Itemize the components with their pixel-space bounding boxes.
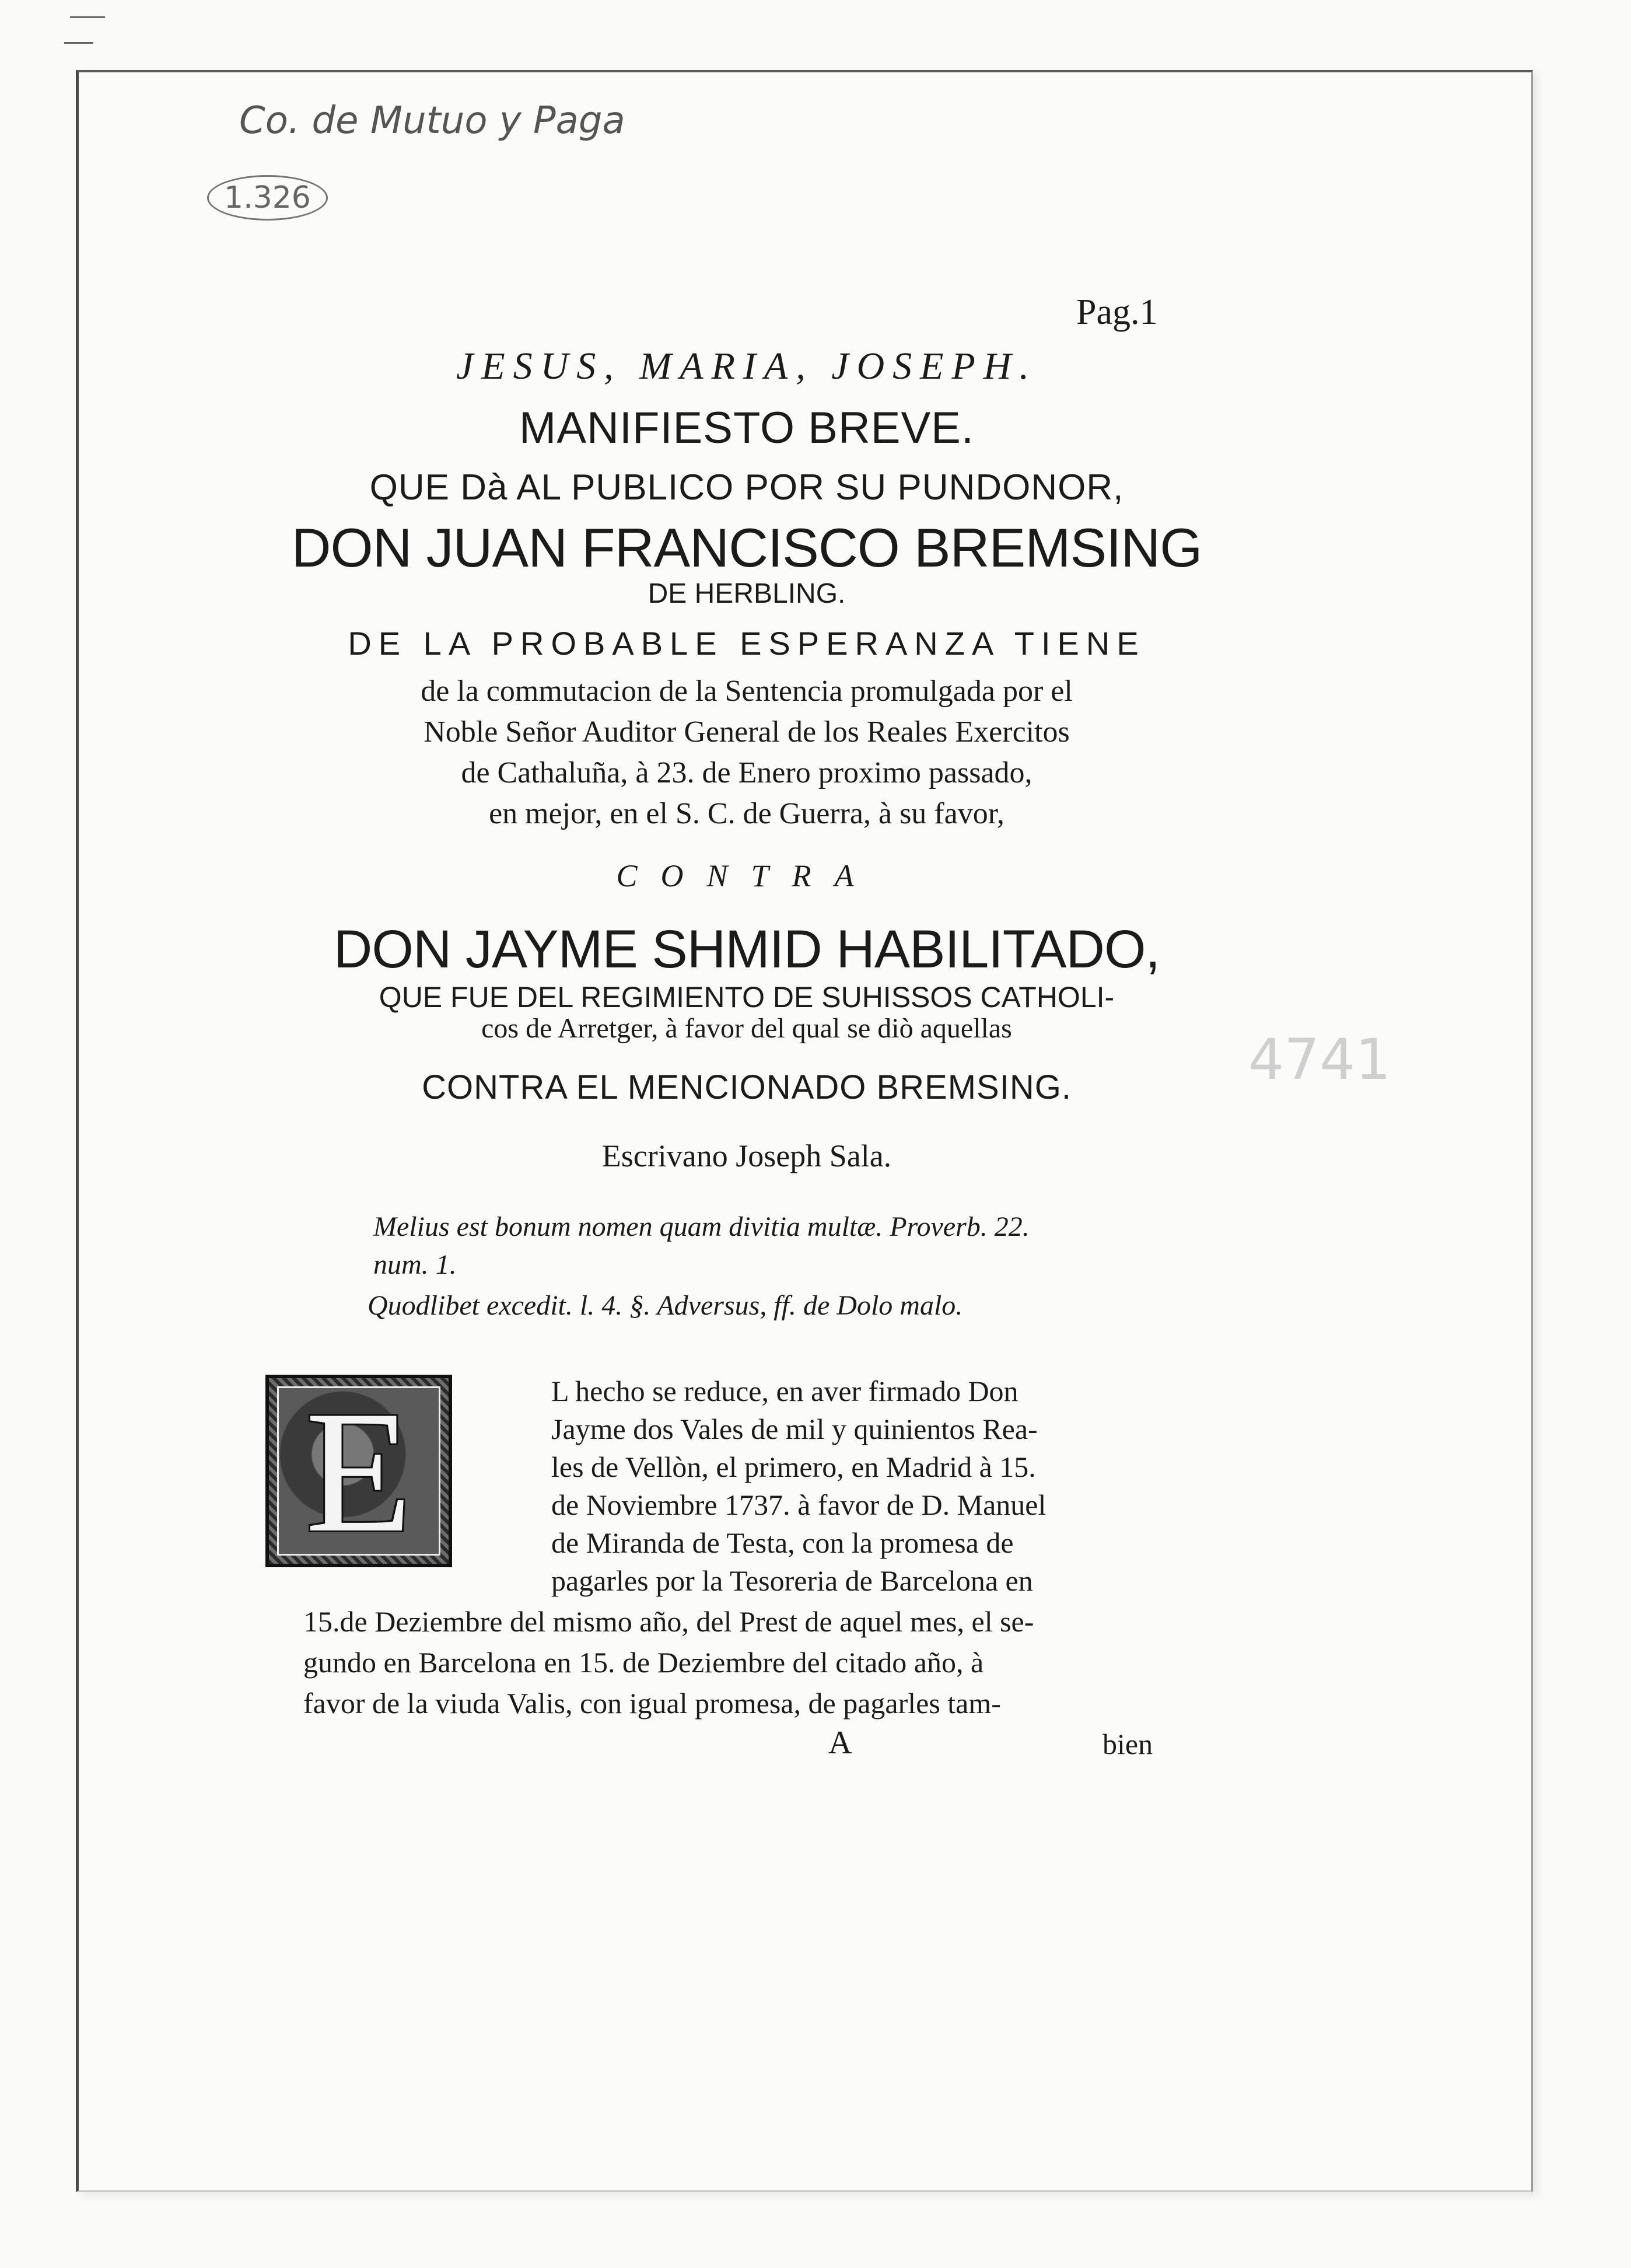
faint-side-mark: 4741 — [1248, 1027, 1391, 1092]
defendant-line: QUE FUE DEL REGIMIENTO DE SUHISSOS CATHOLI- — [379, 981, 1115, 1014]
author-name: DON JUAN FRANCISCO BREMSING — [291, 517, 1202, 578]
document-title: MANIFIESTO BREVE. — [519, 403, 974, 453]
defendant-name: DON JAYME SHMID HABILITADO, — [333, 920, 1160, 979]
notary-line: Escrivano Joseph Sala. — [601, 1138, 892, 1173]
library-stamp: 1.326 — [207, 175, 328, 221]
paragraph-line: Jayme dos Vales de mil y quinientos Rea- — [551, 1413, 1038, 1445]
body-line: de Cathaluña, à 23. de Enero proximo passado, — [461, 756, 1032, 789]
drop-cap-letter: E — [305, 1375, 412, 1568]
paragraph-line: 15.de Deziembre del mismo año, del Prest de aquel mes, el se- — [303, 1605, 1034, 1638]
spaced-heading: DE LA PROBABLE ESPERANZA TIENE — [348, 625, 1146, 662]
paragraph-line: de Noviembre 1737. à favor de D. Manuel — [551, 1488, 1046, 1521]
signature-mark: A — [828, 1725, 852, 1761]
contra-heading: CONTRA — [616, 858, 877, 893]
defendant-line: cos de Arretger, à favor del qual se diò aquellas — [481, 1013, 1012, 1044]
paragraph-line: pagarles por la Tesoreria de Barcelona en — [551, 1564, 1033, 1597]
body-line: Noble Señor Auditor General de los Reales Exercitos — [424, 715, 1070, 749]
epigraph-line: num. 1. — [373, 1249, 457, 1280]
invocation: JESUS, MARIA, JOSEPH. — [456, 345, 1037, 387]
catchword: bien — [1102, 1728, 1153, 1760]
body-line: de la commutacion de la Sentencia promulgada por el — [421, 675, 1073, 708]
margin-mark — [64, 42, 93, 44]
epigraph-line: Melius est bonum nomen quam divitia multæ. Proverb. 22. — [373, 1211, 1030, 1242]
paragraph-line: gundo en Barcelona en 15. de Deziembre del citado año, à — [303, 1646, 984, 1679]
handwritten-annotation: Co. de Mutuo y Paga — [239, 99, 625, 142]
paragraph-line: de Miranda de Testa, con la promesa de — [551, 1526, 1014, 1559]
against-line: CONTRA EL MENCIONADO BREMSING. — [422, 1068, 1072, 1106]
title-line-2: QUE Dà AL PUBLICO POR SU PUNDONOR, — [369, 467, 1124, 508]
epigraph-line: Quodlibet excedit. l. 4. §. Adversus, ff. de Dolo malo. — [368, 1290, 963, 1321]
paragraph-line: L hecho se reduce, en aver firmado Don — [551, 1375, 1019, 1407]
drop-cap-ornament — [265, 1375, 452, 1567]
paragraph-line: les de Vellòn, el primero, en Madrid à 15. — [551, 1451, 1036, 1483]
margin-mark — [70, 16, 105, 18]
page-number: Pag.1 — [1076, 292, 1158, 332]
paragraph-line: favor de la viuda Valis, con igual promesa, de pagarles tam- — [303, 1687, 1001, 1720]
body-line: en mejor, en el S. C. de Guerra, à su favor, — [489, 797, 1005, 830]
author-surname: DE HERBLING. — [648, 578, 846, 609]
